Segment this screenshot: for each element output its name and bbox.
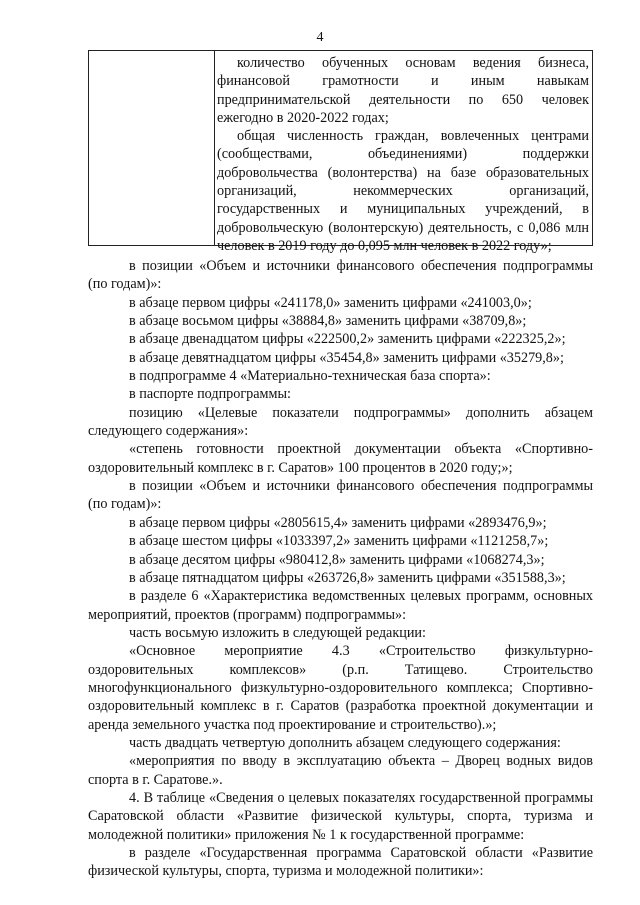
paragraph: в абзаце первом цифры «241178,0» заменить цифрами «241003,0»; xyxy=(129,294,532,311)
paragraph: в позиции «Объем и источники финансового обеспечения подпрограммы (по годам)»: xyxy=(88,478,593,513)
paragraph: «степень готовности проектной документации объекта «Спортивно-оздоровительный комплекс в г. Саратов» 100 процентов в 2020 году;»; xyxy=(88,441,593,476)
paragraph: в абзаце десятом цифры «980412,8» заменить цифрами «1068274,3»; xyxy=(129,551,545,568)
paragraph: часть двадцать четвертую дополнить абзацем следующего содержания: xyxy=(129,734,561,751)
paragraph: в абзаце пятнадцатом цифры «263726,8» заменить цифрами «351588,3»; xyxy=(129,569,566,586)
continuation-table xyxy=(88,50,593,254)
paragraph: в позиции «Объем и источники финансового обеспечения подпрограммы (по годам)»: xyxy=(88,258,593,293)
table-paragraph: количество обученных основам ведения бизнеса, финансовой грамотности и иным навыкам предпринимательской деятельности по 650 человек ежегодно в 2020-2022 годах; xyxy=(217,55,589,126)
page-number: 4 xyxy=(316,30,324,45)
paragraph: позицию «Целевые показатели подпрограммы» дополнить абзацем следующего содержания»: xyxy=(88,404,593,440)
paragraph: «мероприятия по вводу в эксплуатацию объекта – Дворец водных видов спорта в г. Саратове.». xyxy=(88,753,593,788)
paragraph: в разделе «Государственная программа Саратовской области «Развитие физической культуры, спорта, туризма и молодежной политики»: xyxy=(88,845,593,880)
table-paragraph: общая численность граждан, вовлеченных центрами (сообществами, объединениями) поддержки добровольчества (волонтерства) на базе образовательных организаций, некоммерческих организаций, государственных и муниципальных учреждений, в добровольческую (волонтерскую) деятельность, с 0,086 млн человек в 2019 году до 0,095 млн человек в 2022 году»; xyxy=(217,128,589,254)
paragraph: в подпрограмме 4 «Материально-техническая база спорта»: xyxy=(129,368,491,385)
table-column-divider xyxy=(214,51,215,245)
paragraph: в абзаце двенадцатом цифры «222500,2» заменить цифрами «222325,2»; xyxy=(129,331,566,348)
paragraph: в абзаце девятнадцатом цифры «35454,8» заменить цифрами «35279,8»; xyxy=(129,349,564,366)
paragraph: часть восьмую изложить в следующей редакции: xyxy=(129,624,426,641)
paragraph: в разделе 6 «Характеристика ведомственных целевых программ, основных мероприятий, проектов (программ) подпрограммы»: xyxy=(88,588,593,623)
paragraph: в абзаце восьмом цифры «38884,8» заменить цифрами «38709,8»; xyxy=(129,313,527,330)
paragraph: в паспорте подпрограммы: xyxy=(129,386,291,403)
document-body xyxy=(88,257,593,881)
paragraph: «Основное мероприятие 4.3 «Строительство физкультурно-оздоровительных комплексов» (р.п. Татищево. Строительство многофункционального физкультурно-оздоровительного комплекса; Спортивно-оздоровительный комплекс в г. Саратов (разработка проектной документации и аренда земельного участка под проектирование и строительство).»; xyxy=(88,643,593,733)
paragraph: в абзаце шестом цифры «1033397,2» заменить цифрами «1121258,7»; xyxy=(129,533,549,550)
table-cell-text xyxy=(217,54,589,255)
paragraph: в абзаце первом цифры «2805615,4» заменить цифрами «2893476,9»; xyxy=(129,514,547,531)
paragraph: 4. В таблице «Сведения о целевых показателях государственной программы Саратовской области «Развитие физической культуры, спорта, туризма и молодежной политики» приложения № 1 к государственной программе: xyxy=(88,789,593,843)
